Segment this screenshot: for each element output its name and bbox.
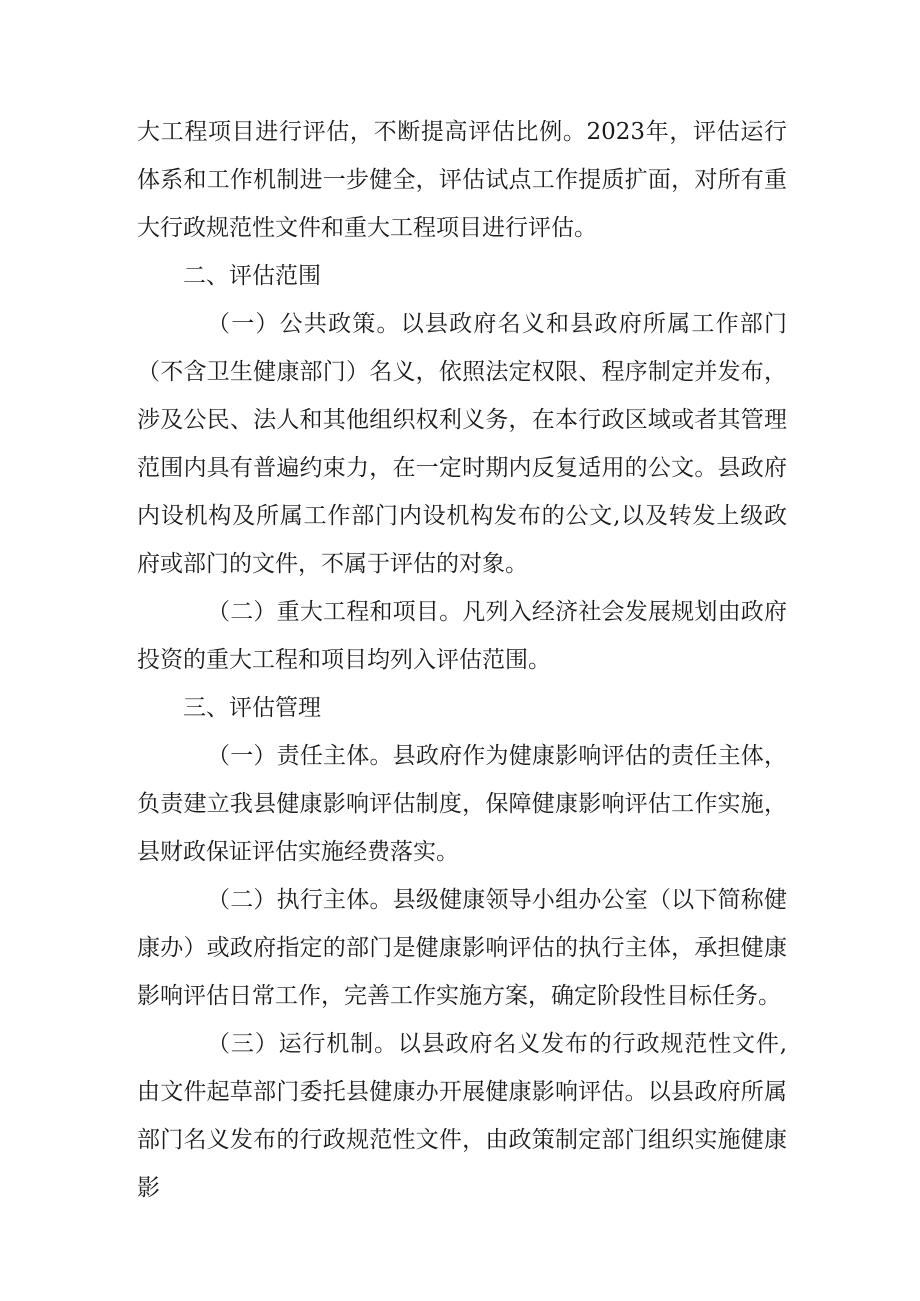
- document-body: [137, 108, 787, 1212]
- paragraph-continuation: 大工程项目进行评估，不断提高评估比例。2023年，评估运行体系和工作机制进一步健全，评估试点工作提质扩面，对所有重大行政规范性文件和重大工程项目进行评估。: [137, 119, 787, 241]
- section-heading-management: 三、评估管理: [183, 695, 321, 721]
- paragraph-operating-mechanism: （三）运行机制。以县政府名义发布的行政规范性文件,由文件起草部门委托县健康办开展健康影响评估。以县政府所属部门名义发布的行政规范性文件，由政策制定部门组织实施健康影: [137, 1031, 787, 1201]
- paragraph-public-policy: （一）公共政策。以县政府名义和县政府所属工作部门（不含卫生健康部门）名义，依照法定权限、程序制定并发布，涉及公民、法人和其他组织权利义务，在本行政区域或者其管理范围内具有普遍约束力，在一定时期内反复适用的公文。县政府内设机构及所属工作部门内设机构发布的公文,以及转发上级政府或部门的文件，不属于评估的对象。: [137, 311, 787, 577]
- paragraph-major-projects: （二）重大工程和项目。凡列入经济社会发展规划由政府投资的重大工程和项目均列入评估范围。: [137, 599, 787, 673]
- paragraph-executive-subject: （二）执行主体。县级健康领导小组办公室（以下简称健康办）或政府指定的部门是健康影响评估的执行主体，承担健康影响评估日常工作，完善工作实施方案，确定阶段性目标任务。: [137, 887, 787, 1009]
- paragraph-responsible-subject: （一）责任主体。县政府作为健康影响评估的责任主体，负责建立我县健康影响评估制度，保障健康影响评估工作实施，县财政保证评估实施经费落实。: [137, 743, 787, 865]
- section-heading-scope: 二、评估范围: [183, 263, 321, 289]
